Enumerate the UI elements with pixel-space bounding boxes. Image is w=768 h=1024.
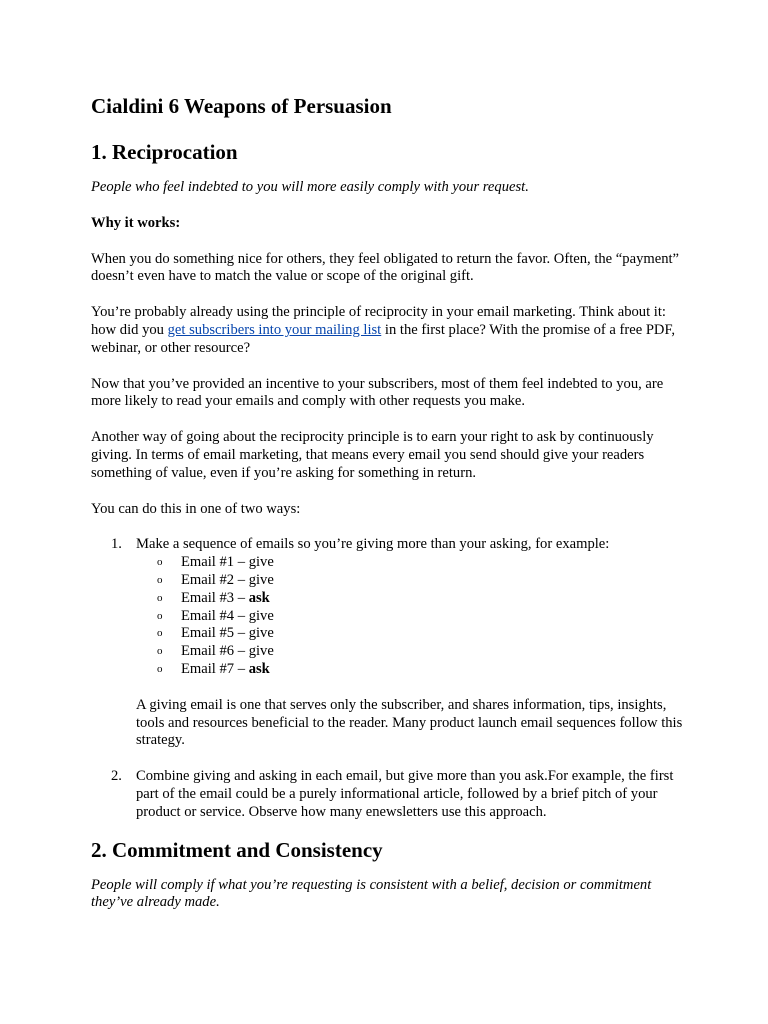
email-list-item — [136, 590, 691, 608]
circle-bullet-icon: o — [157, 591, 163, 604]
email-list-item — [136, 608, 691, 626]
mailing-list-link[interactable]: get subscribers into your mailing list — [167, 321, 382, 338]
reciprocation-paragraph-4: Another way of going about the reciprocity principle is to earn your right to ask by continuously giving. In terms of email marketing, that means every email you send should give your readers something of value, even if you’re asking for something in return. — [91, 429, 654, 481]
email-list-item — [136, 661, 691, 679]
reciprocation-paragraph-2 — [91, 304, 691, 357]
email-action: give — [248, 571, 274, 588]
email-label: Email #2 – — [181, 571, 249, 588]
ways-list — [91, 536, 691, 821]
email-label: Email #6 – — [181, 643, 249, 660]
email-label: Email #1 – — [181, 554, 249, 571]
circle-bullet-icon: o — [157, 573, 163, 586]
email-label: Email #4 – — [181, 607, 249, 624]
circle-bullet-icon: o — [157, 627, 163, 640]
circle-bullet-icon: o — [157, 609, 163, 622]
email-list-item — [136, 554, 691, 572]
giving-email-note: A giving email is one that serves only the subscriber, and shares information, tips, insights, tools and resources beneficial to the reader. Many product launch email sequences follow this strategy. — [136, 696, 683, 749]
email-action: give — [248, 554, 274, 571]
email-action: ask — [248, 660, 270, 677]
email-label: Email #5 – — [181, 625, 249, 642]
email-label: Email #3 – — [181, 589, 249, 606]
email-list-item — [136, 572, 691, 590]
way-number: 2. — [111, 768, 122, 785]
paragraph-2-text-before: You’re probably already using the principle of reciprocity in your email marketing. Think about it: how did you — [91, 304, 666, 338]
email-action: give — [248, 625, 274, 642]
email-list-item — [136, 643, 691, 661]
email-action: ask — [248, 589, 270, 606]
section-heading-commitment: 2. Commitment and Consistency — [91, 837, 383, 862]
document-title: Cialdini 6 Weapons of Persuasion — [91, 94, 392, 118]
way-item-2 — [91, 768, 691, 821]
reciprocation-paragraph-5: You can do this in one of two ways: — [91, 500, 301, 517]
document-page — [91, 92, 691, 912]
way-number: 1. — [111, 536, 122, 553]
commitment-tagline: People will comply if what you’re requesting is consistent with a belief, decision or commitment they’ve already made. — [91, 876, 652, 911]
email-action: give — [248, 607, 274, 624]
email-list-item — [136, 625, 691, 643]
way-text: Make a sequence of emails so you’re giving more than your asking, for example: — [136, 536, 610, 553]
circle-bullet-icon: o — [157, 645, 163, 658]
why-it-works-label: Why it works: — [91, 214, 181, 231]
paragraph-2-text-after: in the first place? With the promise of a free PDF, webinar, or other resource? — [91, 321, 676, 356]
email-sequence-list — [136, 554, 691, 679]
reciprocation-paragraph-3: Now that you’ve provided an incentive to your subscribers, most of them feel indebted to you, are more likely to read your emails and comply with other requests you make. — [91, 375, 664, 410]
way-text: Combine giving and asking in each email, but give more than you ask.For example, the first part of the email could be a purely informational article, followed by a brief pitch of your product or service. Observe how many enewsletters use this approach. — [136, 768, 674, 820]
section-heading-reciprocation: 1. Reciprocation — [91, 140, 238, 164]
reciprocation-paragraph-1: When you do something nice for others, they feel obligated to return the favor. Often, the “payment” doesn’t even have to match the value or scope of the original gift. — [91, 250, 680, 285]
circle-bullet-icon: o — [157, 556, 163, 569]
circle-bullet-icon: o — [157, 662, 163, 675]
email-label: Email #7 – — [181, 660, 249, 677]
way-item-1 — [91, 536, 691, 750]
reciprocation-tagline: People who feel indebted to you will more easily comply with your request. — [91, 179, 529, 195]
email-action: give — [248, 643, 274, 660]
